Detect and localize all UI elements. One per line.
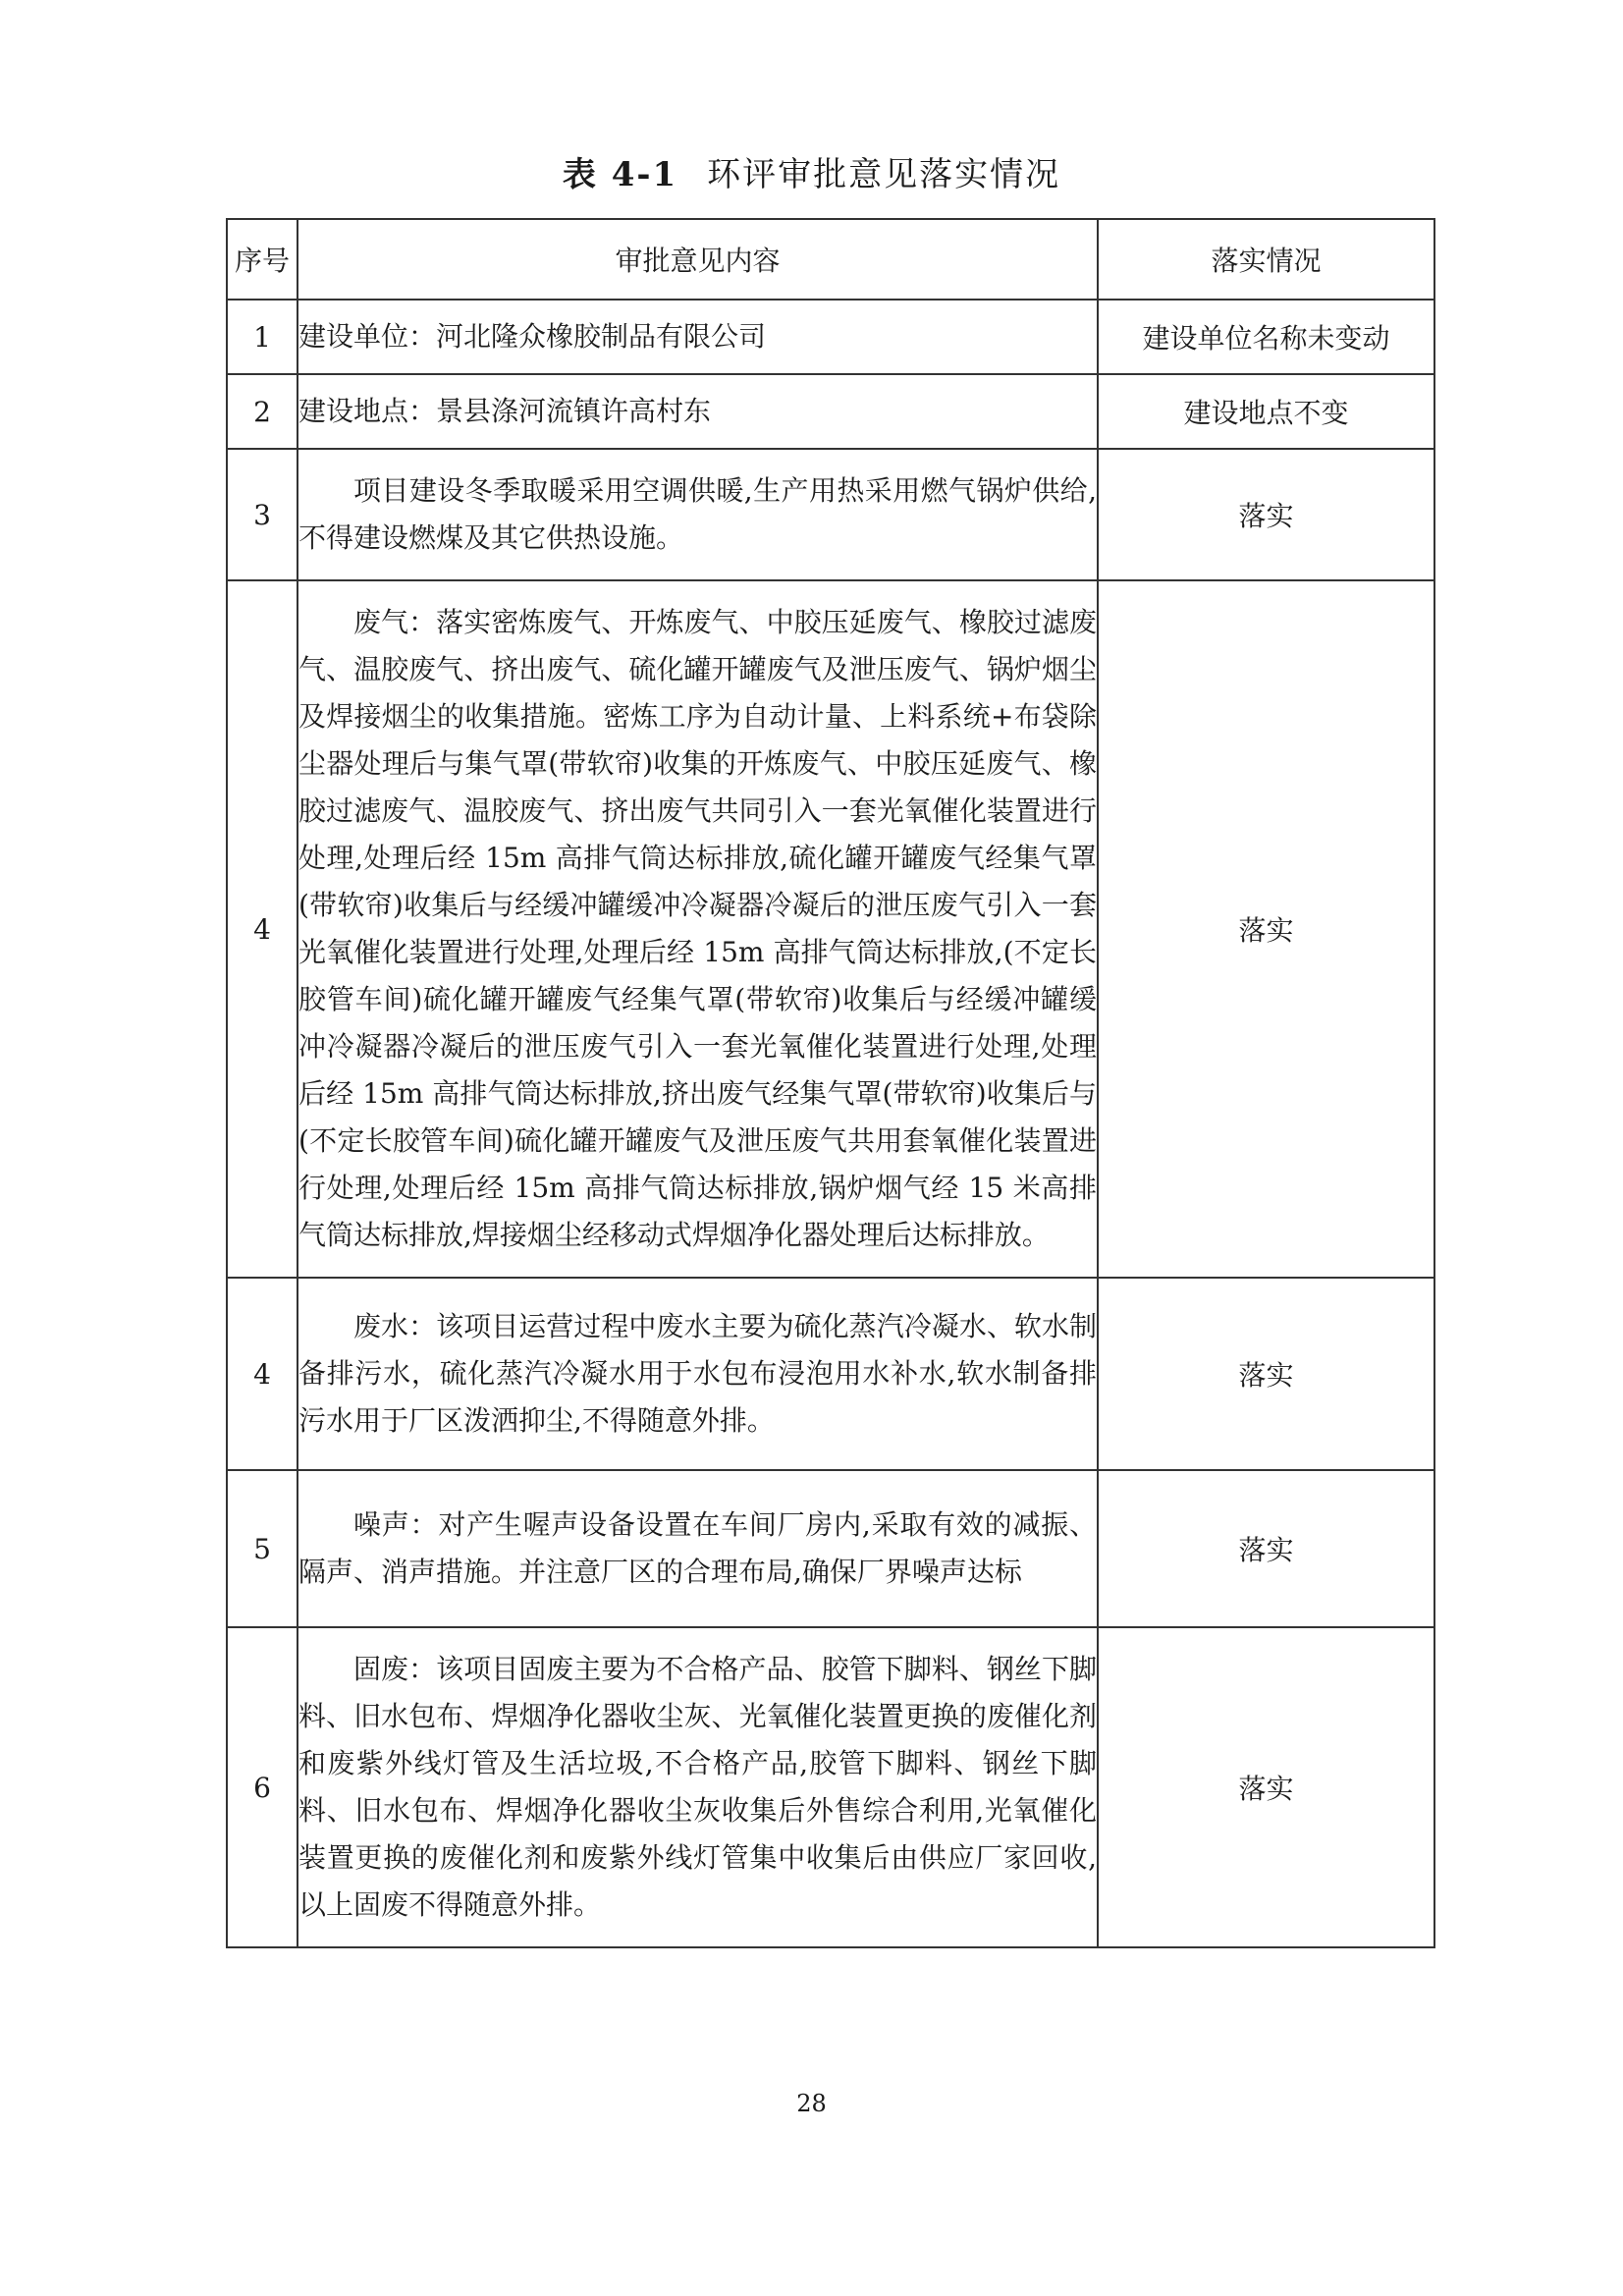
row-content: 废水：该项目运营过程中废水主要为硫化蒸汽冷凝水、软水制备排污水，硫化蒸汽冷凝水用于水包布浸泡用水补水,软水制备排污水用于厂区泼洒抑尘,不得随意外排。 [298,1278,1098,1470]
table-row [227,374,1434,449]
table-title: 环评审批意见落实情况 [707,155,1061,194]
row-content: 项目建设冬季取暖采用空调供暖,生产用热采用燃气锅炉供给,不得建设燃煤及其它供热设施。 [298,449,1098,580]
row-seq: 2 [227,374,298,449]
table-row [227,1470,1434,1627]
row-result: 建设单位名称未变动 [1098,300,1434,374]
row-result: 落实 [1098,1627,1434,1947]
row-result: 落实 [1098,580,1434,1278]
header-row [227,219,1434,300]
table-row [227,1627,1434,1947]
table-row [227,580,1434,1278]
row-content: 建设单位：河北隆众橡胶制品有限公司 [298,300,1098,374]
row-seq: 5 [227,1470,298,1627]
row-seq: 3 [227,449,298,580]
row-seq: 1 [227,300,298,374]
row-content: 固废：该项目固废主要为不合格产品、胶管下脚料、钢丝下脚料、旧水包布、焊烟净化器收尘灰、光氧催化装置更换的废催化剂和废紫外线灯管及生活垃圾,不合格产品,胶管下脚料、钢丝下脚料、旧水包布、焊烟净化器收尘灰收集后外售综合利用,光氧催化装置更换的废催化剂和废紫外线灯管集中收集后由供应厂家回收,以上固废不得随意外排。 [298,1627,1098,1947]
table-row [227,300,1434,374]
header-seq: 序号 [227,219,298,300]
row-result: 建设地点不变 [1098,374,1434,449]
row-result: 落实 [1098,1470,1434,1627]
row-content: 建设地点：景县涤河流镇许高村东 [298,374,1098,449]
table-number: 表 4-1 [562,155,678,194]
table-row [227,1278,1434,1470]
header-result: 落实情况 [1098,219,1434,300]
row-result: 落实 [1098,449,1434,580]
header-content: 审批意见内容 [298,219,1098,300]
row-content: 噪声：对产生喔声设备设置在车间厂房内,采取有效的减振、隔声、消声措施。并注意厂区的合理布局,确保厂界噪声达标 [298,1470,1098,1627]
row-seq: 6 [227,1627,298,1947]
approval-table [226,218,1435,1948]
row-seq: 4 [227,1278,298,1470]
table-row [227,449,1434,580]
row-content: 废气：落实密炼废气、开炼废气、中胶压延废气、橡胶过滤废气、温胶废气、挤出废气、硫化罐开罐废气及泄压废气、锅炉烟尘及焊接烟尘的收集措施。密炼工序为自动计量、上料系统+布袋除尘器处理后与集气罩(带软帘)收集的开炼废气、中胶压延废气、橡胶过滤废气、温胶废气、挤出废气共同引入一套光氧催化装置进行处理,处理后经 15m 高排气筒达标排放,硫化罐开罐废气经集气罩(带软帘)收集后与经缓冲罐缓冲冷凝器冷凝后的泄压废气引入一套光氧催化装置进行处理,处理后经 15m 高排气筒达标排放,(不定长胶管车间)硫化罐开罐废气经集气罩(带软帘)收集后与经缓冲罐缓冲冷凝器冷凝后的泄压废气引入一套光氧催化装置进行处理,处理后经 15m 高排气筒达标排放,挤出废气经集气罩(带软帘)收集后与(不定长胶管车间)硫化罐开罐废气及泄压废气共用套氧催化装置进行处理,处理后经 15m 高排气筒达标排放,锅炉烟气经 15 米高排气筒达标排放,焊接烟尘经移动式焊烟净化器处理后达标排放。 [298,580,1098,1278]
row-result: 落实 [1098,1278,1434,1470]
page-number: 28 [796,2090,827,2117]
row-seq: 4 [227,580,298,1278]
table-caption [0,147,1623,195]
